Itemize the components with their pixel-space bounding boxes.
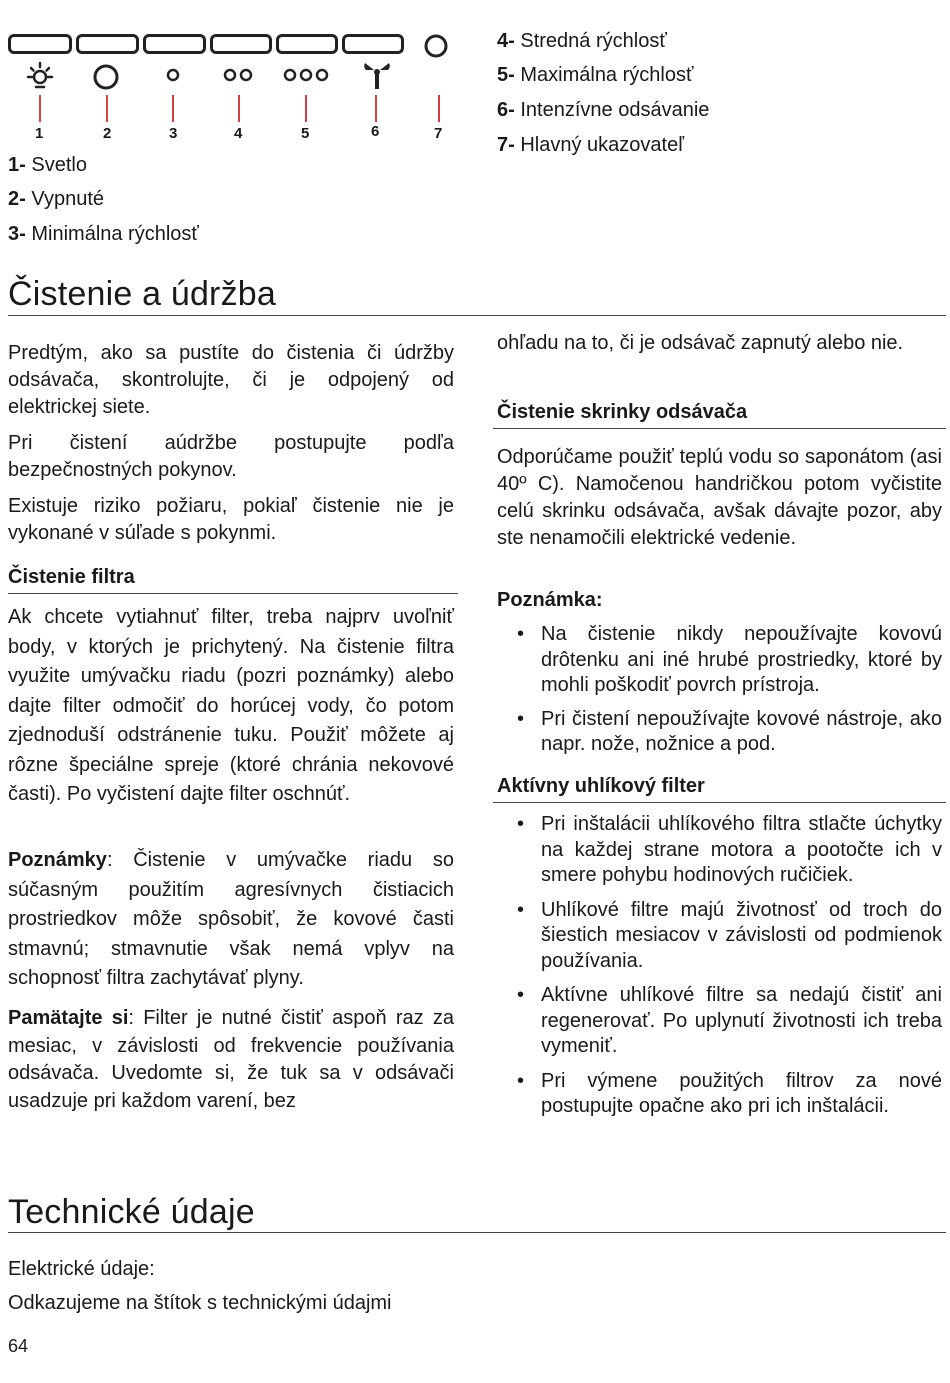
remember-text: : Filter je nutné čistiť aspoň raz za mesiac, v závislosti od frekvencie používania odsávača. Uvedomte si, že tuk sa v odsávači usadzuje pri každom varení, bez xyxy=(8,1007,454,1112)
callout-number: 1 xyxy=(35,125,44,142)
pointer-line xyxy=(305,95,307,122)
legend-text: Minimálna rýchlosť xyxy=(31,223,199,245)
light-icon xyxy=(24,60,56,92)
cabinet-cleaning-text xyxy=(497,444,942,552)
legend-number: 5- xyxy=(497,64,515,86)
pointer-line xyxy=(172,95,174,122)
legend-item xyxy=(497,29,667,53)
legend-text: Hlavný ukazovateľ xyxy=(520,134,685,156)
panel-button-1 xyxy=(8,34,72,54)
callout-number: 7 xyxy=(434,125,443,142)
subheading-carbon-filter: Aktívny uhlíkový filter xyxy=(497,775,705,797)
legend-text: Vypnuté xyxy=(31,188,105,210)
subheading-divider xyxy=(493,428,946,429)
legend-number: 6- xyxy=(497,99,515,121)
intensive-fan-icon xyxy=(360,58,394,92)
legend-number: 4- xyxy=(497,30,515,52)
panel-button-2 xyxy=(76,34,139,54)
paragraph: Predtým, ako sa pustíte do čistenia či údržby odsávača, skontrolujte, či je odpojený od elektrickej siete. xyxy=(8,342,454,418)
remember-label: Pamätajte si xyxy=(8,1007,129,1029)
callout-number: 3 xyxy=(169,125,178,142)
remember-paragraph xyxy=(8,1005,454,1115)
note-text: : Čistenie v umývačke riadu so súčasným použitím agresívnych čistiacich prostriedkov môže spôsobiť, že kovové časti stmavnú; stmavnutie však nemá vplyv na schopnosť filtra zachytávať plyny. xyxy=(8,849,454,989)
page-number: 64 xyxy=(8,1336,29,1356)
paragraph: Odporúčame použiť teplú vodu so saponátom (asi 40º C). Namočenou handričkou potom vyčistite celú skrinku odsávača, avšak dávajte pozor, aby ste nenamočili elektrické vedenie. xyxy=(497,446,942,549)
legend-item xyxy=(8,222,199,246)
note-list xyxy=(497,622,942,758)
legend-number: 1- xyxy=(8,154,26,176)
subheading-filter-cleaning: Čistenie filtra xyxy=(8,566,135,588)
section-divider xyxy=(8,315,946,316)
section-title-technical: Technické údaje xyxy=(8,1193,255,1231)
paragraph: Existuje riziko požiaru, pokiaľ čistenie nie je vykonané v súľade s pokynmi. xyxy=(8,495,454,544)
subheading-cabinet-cleaning: Čistenie skrinky odsávača xyxy=(497,401,748,423)
legend-text: Maximálna rýchlosť xyxy=(520,64,694,86)
legend-number: 7- xyxy=(497,134,515,156)
list-item: • Pri inštalácii uhlíkového filtra stlačte úchytky na každej strane motora a pootočte ich v smere pohybu hodinových ručičiek. xyxy=(497,812,942,889)
legend-item xyxy=(497,63,693,87)
pointer-line xyxy=(238,95,240,122)
callout-number: 5 xyxy=(301,125,310,142)
pointer-line xyxy=(438,95,440,122)
legend-text: Intenzívne odsávanie xyxy=(520,99,710,121)
callout-number: 2 xyxy=(103,125,112,142)
list-item: • Uhlíkové filtre majú životnosť od troch do šiestich mesiacov v závislosti od podmienok používania. xyxy=(497,898,942,975)
section-divider xyxy=(8,1232,946,1233)
technical-line: Elektrické údaje: xyxy=(8,1258,155,1280)
legend-text: Svetlo xyxy=(31,154,87,176)
panel-button-4 xyxy=(210,34,272,54)
callout-number: 6 xyxy=(371,123,380,140)
legend-text: Stredná rýchlosť xyxy=(520,30,667,52)
panel-button-3 xyxy=(143,34,206,54)
panel-button-5 xyxy=(276,34,338,54)
section-title-cleaning: Čistenie a údržba xyxy=(8,275,276,313)
legend-item xyxy=(8,187,104,211)
technical-line: Odkazujeme na štítok s technickými údajmi xyxy=(8,1292,392,1314)
list-item: • Na čistenie nikdy nepoužívajte kovovú drôtenku ani iné hrubé prostriedky, ktoré by mohli poškodiť povrch prístroja. xyxy=(497,622,942,699)
note-label: Poznámky xyxy=(8,849,107,871)
pointer-line xyxy=(106,95,108,122)
note-paragraph xyxy=(8,846,454,994)
speed-2-icon xyxy=(222,66,254,84)
main-indicator-icon xyxy=(422,32,450,60)
subheading-divider xyxy=(8,593,458,594)
list-item: • Aktívne uhlíkové filtre sa nedajú čistiť ani regenerovať. Po uplynutí životnosti ich treba vymeniť. xyxy=(497,983,942,1060)
list-item: • Pri výmene použitých filtrov za nové postupujte opačne ako pri ich inštalácii. xyxy=(497,1069,942,1120)
subheading-divider xyxy=(493,802,946,803)
speed-1-icon xyxy=(164,66,182,84)
pointer-line xyxy=(375,95,377,122)
callout-number: 4 xyxy=(234,125,243,142)
legend-number: 3- xyxy=(8,223,26,245)
legend-item xyxy=(497,98,709,122)
speed-3-icon xyxy=(283,66,329,84)
off-icon xyxy=(91,62,121,92)
subheading-note: Poznámka: xyxy=(497,589,603,611)
paragraph: ohľadu na to, či je odsávač zapnutý alebo nie. xyxy=(497,332,904,354)
pointer-line xyxy=(39,95,41,122)
filter-cleaning-text xyxy=(8,603,454,810)
carbon-filter-list xyxy=(497,812,942,1120)
control-panel-diagram xyxy=(0,0,460,150)
legend-item xyxy=(8,153,87,177)
list-item: • Pri čistení nepoužívajte kovové nástroje, ako napr. nože, nožnice a pod. xyxy=(497,707,942,758)
continued-paragraph xyxy=(497,330,942,357)
legend-item xyxy=(497,133,684,157)
paragraph: Ak chcete vytiahnuť filter, treba najprv uvoľniť body, v ktorých je prichytený. Na čistenie filtra využite umývačku riadu (pozri poznámky) alebo dajte filter odmočiť do horúcej vody, čo potom zjednoduší odstránenie tuku. Použiť môžete aj rôzne špeciálne spreje (ktoré chránia nekovové časti). Po vyčistení dajte filter oschnúť. xyxy=(8,606,454,805)
left-column-intro xyxy=(8,340,454,547)
panel-button-6 xyxy=(342,34,404,54)
legend-number: 2- xyxy=(8,188,26,210)
paragraph: Pri čistení aúdržbe postupujte podľa bezpečnostných pokynov. xyxy=(8,432,454,481)
